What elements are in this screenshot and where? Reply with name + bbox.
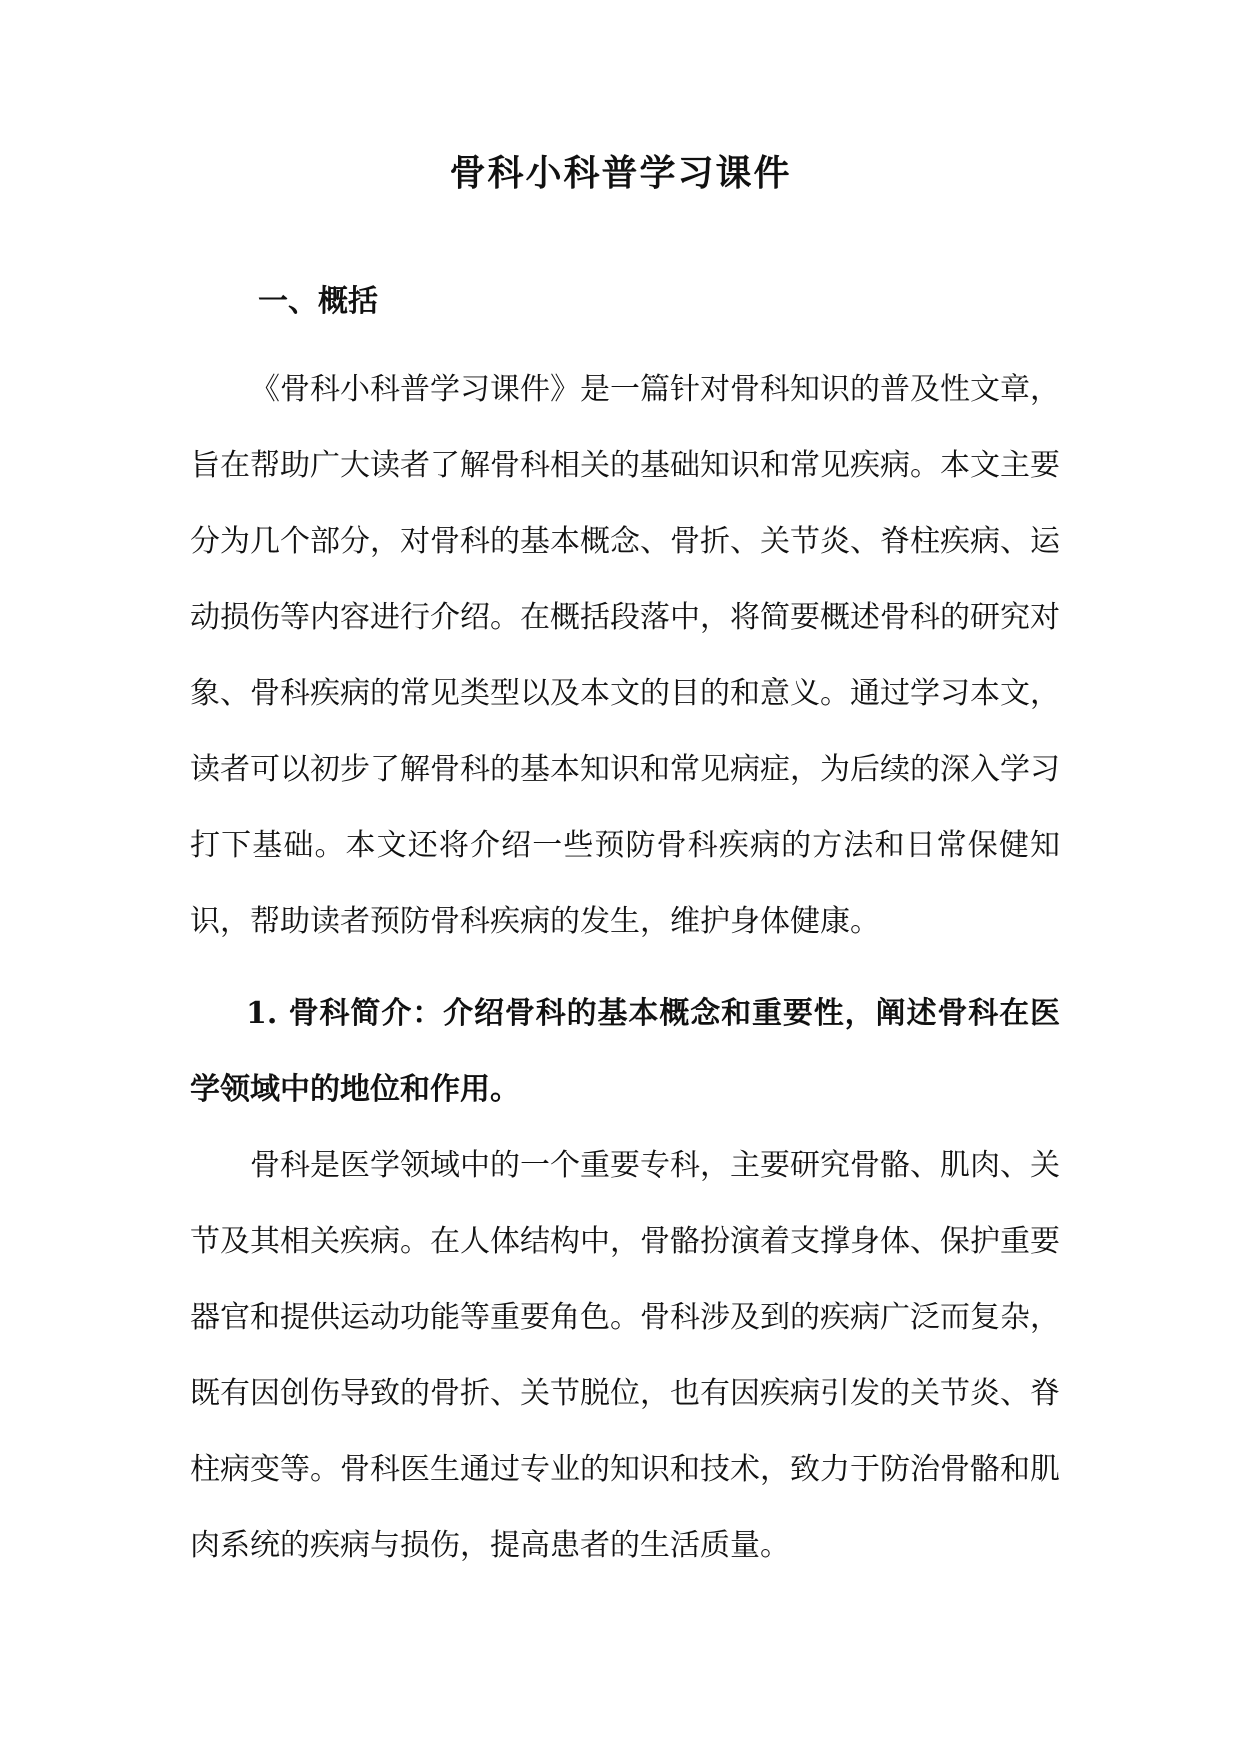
intro-paragraph: 骨科是医学领域中的一个重要专科，主要研究骨骼、肌肉、关节及其相关疾病。在人体结构中，骨骼扮演着支撑身体、保护重要器官和提供运动功能等重要角色。骨科涉及到的疾病广泛而复杂，既有因创伤导致的骨折、关节脱位，也有因疾病引发的关节炎、脊柱病变等。骨科医生通过专业的知识和技术，致力于防治骨骼和肌肉系统的疾病与损伤，提高患者的生活质量。: [190, 1148, 1060, 1563]
overview-paragraph: 《骨科小科普学习课件》是一篇针对骨科知识的普及性文章，旨在帮助广大读者了解骨科相关的基础知识和常见疾病。本文主要分为几个部分，对骨科的基本概念、骨折、关节炎、脊柱疾病、运动损伤等内容进行介绍。在概括段落中，将简要概述骨科的研究对象、骨科疾病的常见类型以及本文的目的和意义。通过学习本文，读者可以初步了解骨科的基本知识和常见病症，为后续的深入学习打下基础。本文还将介绍一些预防骨科疾病的方法和日常保健知识，帮助读者预防骨科疾病的发生，维护身体健康。: [190, 372, 1060, 939]
subheading-orthopedics-intro: 1. 骨科简介：介绍骨科的基本概念和重要性，阐述骨科在医学领域中的地位和作用。: [190, 996, 1060, 1107]
section-heading-overview: 一、概括: [258, 284, 378, 319]
document-title: 骨科小科普学习课件: [449, 152, 792, 194]
